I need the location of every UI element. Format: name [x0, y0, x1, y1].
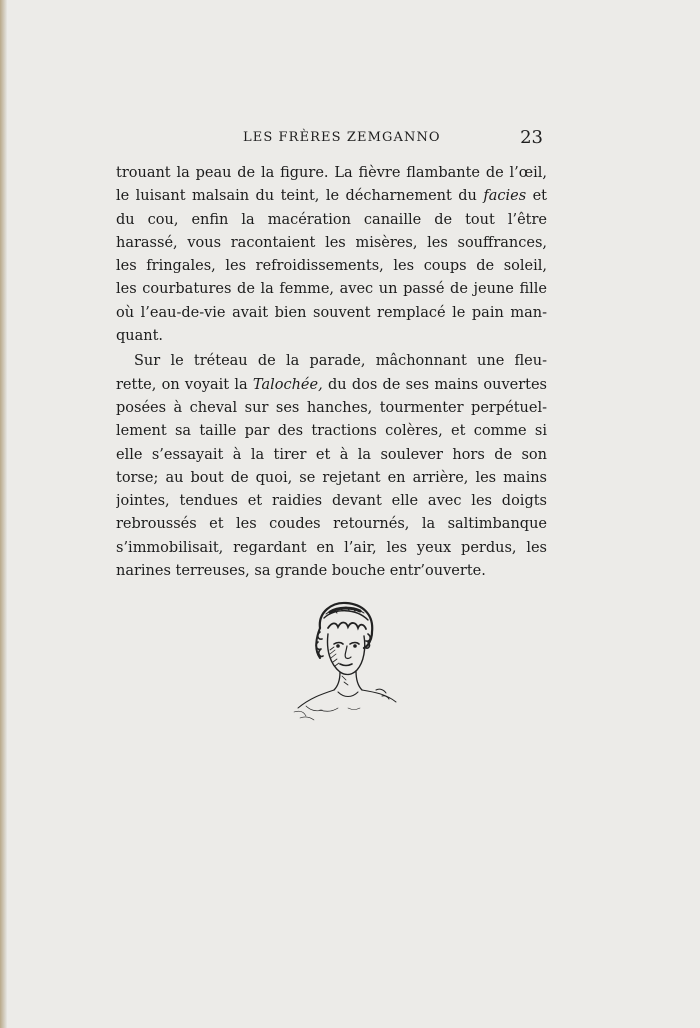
page-number: 23 — [520, 127, 543, 148]
text-line: Sur le tréteau de la parade, mâchonnant une fleu- — [134, 353, 547, 370]
text-line: jointes, tendues et raidies devant elle avec les doigts — [116, 493, 547, 510]
text-line: torse; au bout de quoi, se rejetant en arrière, les mains — [116, 469, 547, 486]
text-line: narines terreuses, sa grande bouche entr’ouverte. — [116, 563, 486, 580]
italic-word: Talochée, — [252, 376, 323, 393]
page-header — [116, 128, 545, 150]
text-line: les fringales, les refroidissements, les coups de soleil, — [116, 258, 547, 275]
text-line: les courbatures de la femme, avec un passé de jeune fille — [116, 281, 547, 298]
text-line: du cou, enfin la macération canaille de tout l’être — [116, 211, 547, 228]
text-line: lement sa taille par des tractions colères, et comme si — [116, 423, 547, 440]
italic-word: facies — [483, 188, 527, 205]
text-line: quant. — [116, 328, 164, 345]
text-line: trouant la peau de la figure. La fièvre flambante de l’œil, — [116, 165, 547, 181]
text-line: rette, on voyait la Talochée, du dos de ses mains ouvertes — [116, 376, 547, 393]
text-line: posées à cheval sur ses hanches, tourmenter perpétuel- — [116, 399, 547, 416]
text-line: où l’eau-de-vie avait bien souvent remplacé le pain man- — [116, 304, 547, 321]
portrait-engraving-icon — [290, 598, 402, 726]
text-line: harassé, vous racontaient les misères, les souffrances, — [116, 234, 547, 251]
text-line: s’immobilisait, regardant en l’air, les yeux perdus, les — [116, 539, 547, 556]
text-line: elle s’essayait à la tirer et à la soulever hors de son — [116, 446, 547, 463]
body-text — [116, 162, 547, 583]
page-edge — [0, 0, 7, 1028]
text-line: rebroussés et les coudes retournés, la saltimbanque — [116, 516, 547, 533]
running-title: LES FRÈRES ZEMGANNO — [243, 130, 441, 145]
text-line: le luisant malsain du teint, le décharnement du facies et — [116, 188, 547, 205]
